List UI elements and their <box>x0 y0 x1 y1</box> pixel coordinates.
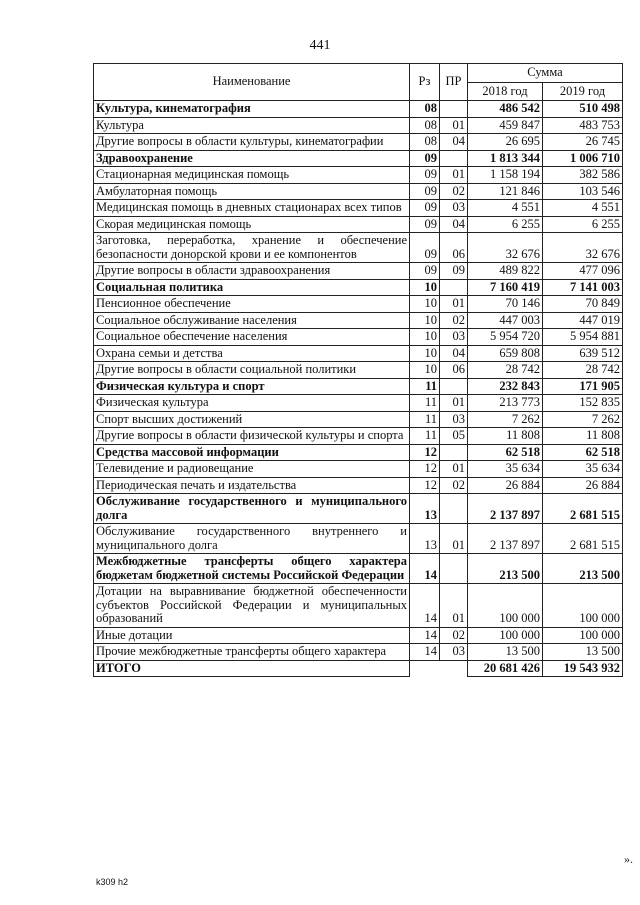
row-2019: 26 745 <box>543 134 623 151</box>
row-name: Социальное обслуживание населения <box>94 312 410 329</box>
row-2018: 213 500 <box>468 554 543 584</box>
row-pr: 06 <box>440 362 468 379</box>
row-pr <box>440 279 468 296</box>
row-2019: 152 835 <box>543 395 623 412</box>
total-2019: 19 543 932 <box>543 660 623 677</box>
row-2018: 659 808 <box>468 345 543 362</box>
row-rz: 09 <box>410 263 440 280</box>
row-2018: 62 518 <box>468 444 543 461</box>
row-rz: 09 <box>410 167 440 184</box>
header-rz: Рз <box>410 64 440 101</box>
row-2018: 5 954 720 <box>468 329 543 346</box>
row-pr: 04 <box>440 216 468 233</box>
table-row <box>94 644 623 661</box>
row-name: Физическая культура и спорт <box>94 378 410 395</box>
table-row <box>94 329 623 346</box>
row-pr: 03 <box>440 411 468 428</box>
row-2018: 1 813 344 <box>468 150 543 167</box>
row-pr: 01 <box>440 296 468 313</box>
table-row <box>94 200 623 217</box>
table-row <box>94 183 623 200</box>
row-pr: 09 <box>440 263 468 280</box>
row-name: Культура <box>94 117 410 134</box>
row-rz: 12 <box>410 444 440 461</box>
row-pr <box>440 444 468 461</box>
row-rz: 13 <box>410 524 440 554</box>
row-name: Пенсионное обеспечение <box>94 296 410 313</box>
row-2018: 35 634 <box>468 461 543 478</box>
row-pr: 04 <box>440 134 468 151</box>
row-2019: 6 255 <box>543 216 623 233</box>
row-name: Стационарная медицинская помощь <box>94 167 410 184</box>
row-name: Иные дотации <box>94 627 410 644</box>
header-year-2018: 2018 год <box>468 82 543 101</box>
row-2018: 2 137 897 <box>468 524 543 554</box>
table-row <box>94 428 623 445</box>
table-row <box>94 461 623 478</box>
row-2019: 477 096 <box>543 263 623 280</box>
header-year-2019: 2019 год <box>543 82 623 101</box>
row-2019: 100 000 <box>543 627 623 644</box>
closing-quote: ». <box>624 852 633 866</box>
header-sum: Сумма <box>468 64 623 83</box>
row-rz: 11 <box>410 395 440 412</box>
row-2019: 100 000 <box>543 584 623 628</box>
total-2018: 20 681 426 <box>468 660 543 677</box>
row-2019: 26 884 <box>543 477 623 494</box>
row-2018: 26 884 <box>468 477 543 494</box>
row-pr: 03 <box>440 200 468 217</box>
row-2019: 2 681 515 <box>543 524 623 554</box>
row-name: Межбюджетные трансферты общего характера бюджетам бюджетной системы Российской Федерации <box>94 554 410 584</box>
row-name: Дотации на выравнивание бюджетной обеспеченности субъектов Российской Федерации и муниципальных образований <box>94 584 410 628</box>
row-2019: 11 808 <box>543 428 623 445</box>
row-2019: 639 512 <box>543 345 623 362</box>
row-name: Амбулаторная помощь <box>94 183 410 200</box>
row-pr <box>440 554 468 584</box>
row-2019: 70 849 <box>543 296 623 313</box>
section-row <box>94 101 623 118</box>
row-name: Социальная политика <box>94 279 410 296</box>
table-row <box>94 167 623 184</box>
row-name: Другие вопросы в области социальной политики <box>94 362 410 379</box>
table-row <box>94 117 623 134</box>
row-2018: 7 160 419 <box>468 279 543 296</box>
row-2019: 5 954 881 <box>543 329 623 346</box>
table-row <box>94 584 623 628</box>
table-row <box>94 233 623 263</box>
table-row <box>94 345 623 362</box>
row-2018: 232 843 <box>468 378 543 395</box>
row-rz: 13 <box>410 494 440 524</box>
row-pr: 06 <box>440 233 468 263</box>
row-2018: 447 003 <box>468 312 543 329</box>
section-row <box>94 444 623 461</box>
row-2019: 213 500 <box>543 554 623 584</box>
row-rz: 11 <box>410 411 440 428</box>
row-pr: 02 <box>440 312 468 329</box>
row-rz: 09 <box>410 216 440 233</box>
row-2018: 486 542 <box>468 101 543 118</box>
row-pr: 01 <box>440 461 468 478</box>
row-rz: 09 <box>410 233 440 263</box>
footer-code: k309 h2 <box>96 877 129 887</box>
row-2019: 2 681 515 <box>543 494 623 524</box>
row-name: Обслуживание государственного и муниципального долга <box>94 494 410 524</box>
row-2018: 6 255 <box>468 216 543 233</box>
row-2019: 510 498 <box>543 101 623 118</box>
row-2018: 13 500 <box>468 644 543 661</box>
row-2018: 100 000 <box>468 627 543 644</box>
row-name: Спорт высших достижений <box>94 411 410 428</box>
section-row <box>94 378 623 395</box>
row-name: Физическая культура <box>94 395 410 412</box>
row-rz: 10 <box>410 329 440 346</box>
row-2018: 459 847 <box>468 117 543 134</box>
header-pr: ПР <box>440 64 468 101</box>
table-row <box>94 312 623 329</box>
row-2019: 4 551 <box>543 200 623 217</box>
table-row <box>94 627 623 644</box>
row-rz: 12 <box>410 477 440 494</box>
header-name: Наименование <box>94 64 410 101</box>
row-2018: 2 137 897 <box>468 494 543 524</box>
row-2019: 32 676 <box>543 233 623 263</box>
row-name: Медицинская помощь в дневных стационарах всех типов <box>94 200 410 217</box>
table-row <box>94 362 623 379</box>
row-rz: 11 <box>410 378 440 395</box>
table-row <box>94 134 623 151</box>
row-rz: 10 <box>410 296 440 313</box>
row-pr: 03 <box>440 329 468 346</box>
row-rz: 14 <box>410 644 440 661</box>
row-pr: 01 <box>440 117 468 134</box>
row-2019: 1 006 710 <box>543 150 623 167</box>
row-pr: 02 <box>440 627 468 644</box>
row-2018: 1 158 194 <box>468 167 543 184</box>
header-row <box>94 64 623 83</box>
table-body <box>94 101 623 661</box>
row-2019: 13 500 <box>543 644 623 661</box>
table-row <box>94 411 623 428</box>
row-2019: 28 742 <box>543 362 623 379</box>
row-rz: 08 <box>410 101 440 118</box>
row-name: Прочие межбюджетные трансферты общего характера <box>94 644 410 661</box>
row-2019: 382 586 <box>543 167 623 184</box>
row-2018: 4 551 <box>468 200 543 217</box>
row-rz: 14 <box>410 584 440 628</box>
row-pr: 01 <box>440 167 468 184</box>
section-row <box>94 279 623 296</box>
row-2018: 7 262 <box>468 411 543 428</box>
page-number: 441 <box>309 38 331 53</box>
table-row <box>94 477 623 494</box>
row-pr <box>440 494 468 524</box>
row-name: Социальное обеспечение населения <box>94 329 410 346</box>
row-name: Средства массовой информации <box>94 444 410 461</box>
row-name: Культура, кинематография <box>94 101 410 118</box>
row-2018: 28 742 <box>468 362 543 379</box>
row-name: Другие вопросы в области культуры, кинематографии <box>94 134 410 151</box>
row-rz: 10 <box>410 345 440 362</box>
row-rz: 12 <box>410 461 440 478</box>
row-rz: 09 <box>410 200 440 217</box>
table-row <box>94 263 623 280</box>
row-name: Здравоохранение <box>94 150 410 167</box>
row-name: Охрана семьи и детства <box>94 345 410 362</box>
row-pr: 01 <box>440 395 468 412</box>
row-2018: 11 808 <box>468 428 543 445</box>
section-row <box>94 150 623 167</box>
row-pr: 02 <box>440 477 468 494</box>
row-rz: 08 <box>410 134 440 151</box>
row-rz: 08 <box>410 117 440 134</box>
row-2018: 70 146 <box>468 296 543 313</box>
row-pr: 05 <box>440 428 468 445</box>
section-row <box>94 554 623 584</box>
table-row <box>94 395 623 412</box>
row-name: Другие вопросы в области здравоохранения <box>94 263 410 280</box>
row-pr: 01 <box>440 524 468 554</box>
row-rz: 14 <box>410 554 440 584</box>
row-rz: 09 <box>410 183 440 200</box>
row-2018: 121 846 <box>468 183 543 200</box>
row-2019: 62 518 <box>543 444 623 461</box>
row-2019: 7 141 003 <box>543 279 623 296</box>
row-name: Телевидение и радиовещание <box>94 461 410 478</box>
row-2019: 483 753 <box>543 117 623 134</box>
section-row <box>94 494 623 524</box>
total-empty-rz <box>410 660 440 677</box>
row-rz: 09 <box>410 150 440 167</box>
row-name: Другие вопросы в области физической культуры и спорта <box>94 428 410 445</box>
row-2019: 35 634 <box>543 461 623 478</box>
row-rz: 10 <box>410 362 440 379</box>
total-label: ИТОГО <box>94 660 410 677</box>
row-2019: 7 262 <box>543 411 623 428</box>
total-empty-pr <box>440 660 468 677</box>
row-rz: 11 <box>410 428 440 445</box>
row-pr: 01 <box>440 584 468 628</box>
row-2019: 447 019 <box>543 312 623 329</box>
table-row <box>94 216 623 233</box>
row-rz: 10 <box>410 279 440 296</box>
budget-table <box>93 63 623 677</box>
row-2018: 213 773 <box>468 395 543 412</box>
row-2019: 103 546 <box>543 183 623 200</box>
row-pr: 04 <box>440 345 468 362</box>
row-2018: 100 000 <box>468 584 543 628</box>
total-row <box>94 660 623 677</box>
row-name: Заготовка, переработка, хранение и обеспечение безопасности донорской крови и ее компонентов <box>94 233 410 263</box>
row-2018: 26 695 <box>468 134 543 151</box>
table-row <box>94 296 623 313</box>
row-name: Обслуживание государственного внутреннего и муниципального долга <box>94 524 410 554</box>
row-pr <box>440 150 468 167</box>
row-rz: 14 <box>410 627 440 644</box>
row-2019: 171 905 <box>543 378 623 395</box>
row-pr: 03 <box>440 644 468 661</box>
row-2018: 489 822 <box>468 263 543 280</box>
row-pr: 02 <box>440 183 468 200</box>
row-pr <box>440 378 468 395</box>
row-pr <box>440 101 468 118</box>
row-2018: 32 676 <box>468 233 543 263</box>
row-rz: 10 <box>410 312 440 329</box>
row-name: Скорая медицинская помощь <box>94 216 410 233</box>
row-name: Периодическая печать и издательства <box>94 477 410 494</box>
table-row <box>94 524 623 554</box>
